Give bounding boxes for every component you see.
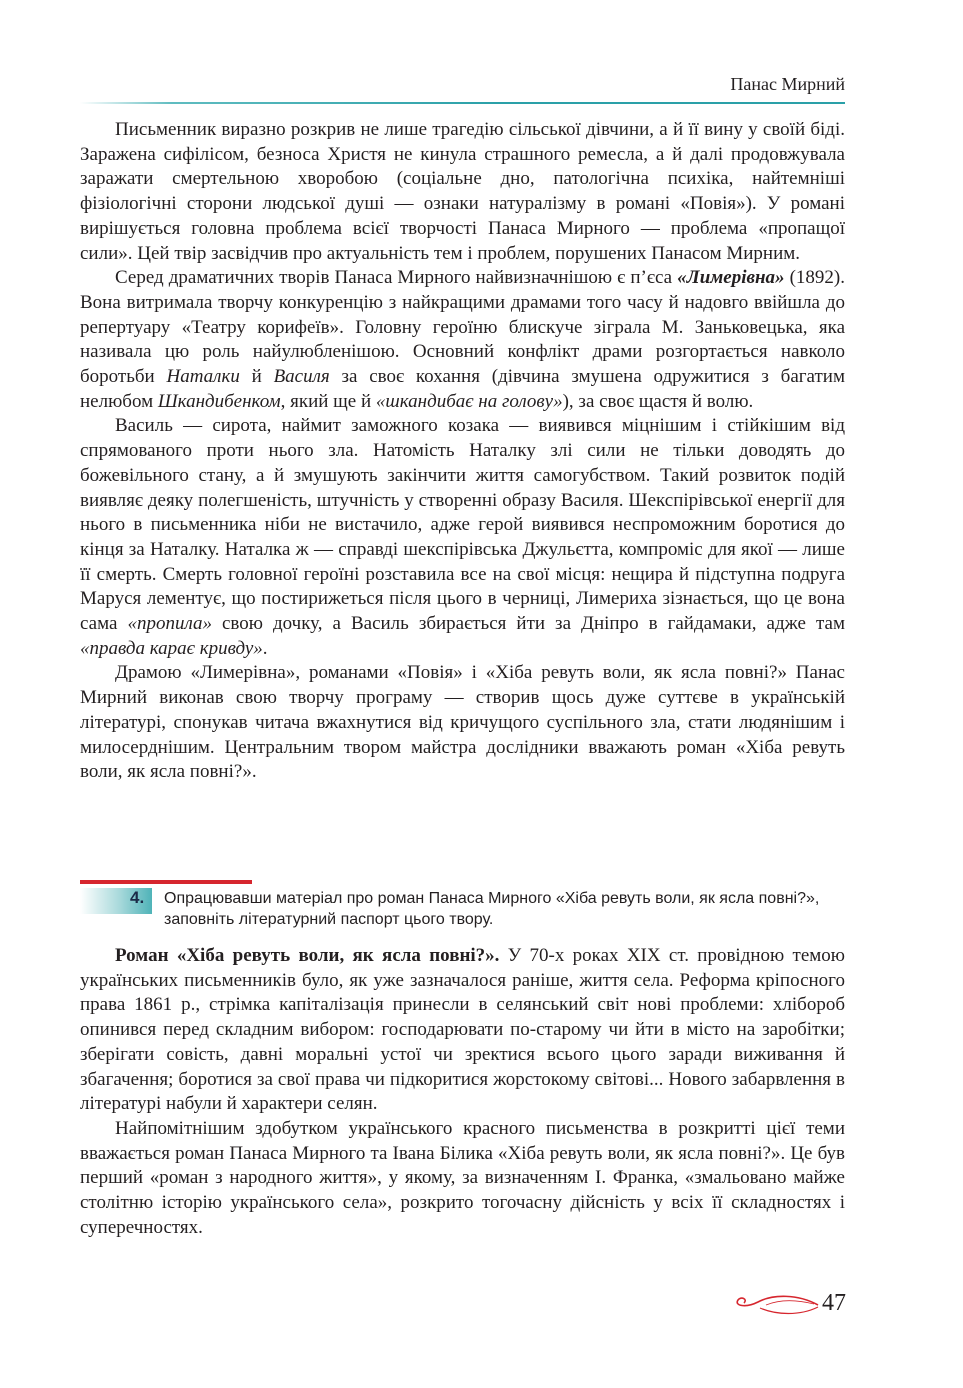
text-run: Василь — сирота, наймит заможного козака — виявився міцнішим і стійкішим від спрямованого проти нього зла. Натомість Наталку злі сили не тільки доводять до божевільного стану, а й змушують закінчити життя самогубством. Такий розвиток подій виявляє деяку полегшеність, штучність у створенні образу Василя. Шекспірівської енергії для нього в письменника ніби не вистачило, адже герой виявився неспроможним боротися до кінця за Наталку. Наталка ж — справді шекспірівська Джульєтта, компроміс для якої — лише її смерть. Смерть головної героїні розставила все на свої місця: нещира й підступна подруга Маруся лементує, що постирижеться після цього в черниці, Лимериха зізнається, що це вона сама bbox=[80, 415, 845, 635]
paragraph-povia-conclusion: Письменник виразно розкрив не лише трагедію сільської дівчини, а й її вину у своїй біді. Заражена сифілісом, безноса Христя не кинула страшного ремесла, а й далі продовжувала заражати смертельною хворобою (соціальне дно, патологічна психіка, найтемніші фізіологічні сторони людської душі — ознаки натуралізму в романі «Повія»). У романі вирішується головна проблема всієї творчості Панаса Мирного — проблема «пропащої сили». Цей твір засвідчив про актуальність тем і проблем, порушених Панасом Мирним. bbox=[80, 119, 845, 264]
text-run: Серед драматичних творів Панаса Мирного найвизначнішою є п’єса bbox=[115, 267, 678, 289]
paragraph-vasyl bbox=[80, 414, 845, 661]
text-run: У 70-х роках XIX ст. провідною темою українських письменників було, як уже зазначалося раніше, життя села. Реформа кріпосного права 1861 р., стрімка капіталізація принесли в селянський світ нові проблеми: хлібороб опинився перед складним вибором: господарювати по-старому чи йти в місто на заробітки; зберігати совість, давні моральні устої чи зректися всього цього заради виживання й збагачення; боротися за свої права чи підкоритися жорстокому світові... Нового забарвлення в літературі набули й характери селян. bbox=[80, 945, 845, 1115]
paragraph-novel-significance: Найпомітнішим здобутком українського красного письменства в розкритті цієї теми вважається роман Панаса Мирного та Івана Білика «Хіба ревуть воли, як ясла повні?». Це був перший «роман з народного життя», у якому, за визначенням І. Франка, «змальовано майже столітню історію українського села», розкрито тогочасну дійсність у всіх її складностях і суперечностях. bbox=[80, 1117, 845, 1238]
task-red-line bbox=[80, 880, 252, 884]
text-run: свою дочку, а Василь збирається йти за Дніпро в гайдамаки, адже там bbox=[211, 613, 845, 635]
section-heading: Роман «Хіба ревуть воли, як ясла повні?». bbox=[115, 945, 500, 966]
text-run: (1892). Вона витримала творчу конкуренцію з найкращими драмами того часу й надовго ввійшла до репертуару «Театру корифеїв». Головну героїню блискуче зіграла М. Заньковецька, яка називала цю роль найулюбленішою. Основний конфлікт драми розгортається навколо боротьби bbox=[80, 267, 845, 388]
task-number: 4. bbox=[130, 888, 145, 907]
quote-pravda: «правда карає кривду» bbox=[80, 637, 263, 659]
quote-shkandybaie: «шкандибає на голову» bbox=[375, 390, 563, 412]
task-text: Опрацювавши матеріал про роман Панаса Мирного «Хіба ревуть воли, як ясла повні?», заповніть літературний паспорт цього твору. bbox=[164, 890, 820, 928]
text-run: ), за своє щастя й волю. bbox=[562, 390, 754, 412]
main-text-top bbox=[80, 118, 845, 785]
text-run: й bbox=[239, 366, 274, 388]
main-text-bottom bbox=[80, 944, 845, 1240]
title-limerivna: «Лимерівна» bbox=[677, 267, 785, 289]
name-shkandybenko: Шкандибенком bbox=[157, 390, 281, 412]
text-run: . bbox=[262, 637, 268, 659]
paragraph-program: Драмою «Лимерівна», романами «Повія» і «Хіба ревуть воли, як ясла повні?» Панас Мирний виконав свою творчу програму — створив щось дуже суттєве в українській літературі, спонукав читача вжахнутися від кричущого суспільного зла, стати людянішим і милосерднішим. Центральним твором майстра дослідники вважають роман «Хіба ревуть воли, як ясла повні?». bbox=[80, 662, 845, 783]
name-vasyl: Василя bbox=[273, 366, 330, 388]
name-natalka: Наталки bbox=[166, 366, 240, 388]
text-run: за своє кохання (дівчина змушена одружитися з багатим нелюбом bbox=[80, 366, 845, 412]
paragraph-limerivna bbox=[80, 266, 845, 414]
paragraph-novel-intro bbox=[80, 944, 845, 1117]
flourish-ornament-icon bbox=[728, 1290, 820, 1320]
header-rule bbox=[80, 102, 845, 104]
quote-propyla: «пропила» bbox=[127, 613, 212, 635]
text-run: , який ще й bbox=[280, 390, 376, 412]
page-number: 47 bbox=[822, 1290, 846, 1316]
task-box bbox=[80, 880, 850, 932]
running-title: Панас Мирний bbox=[730, 74, 845, 94]
